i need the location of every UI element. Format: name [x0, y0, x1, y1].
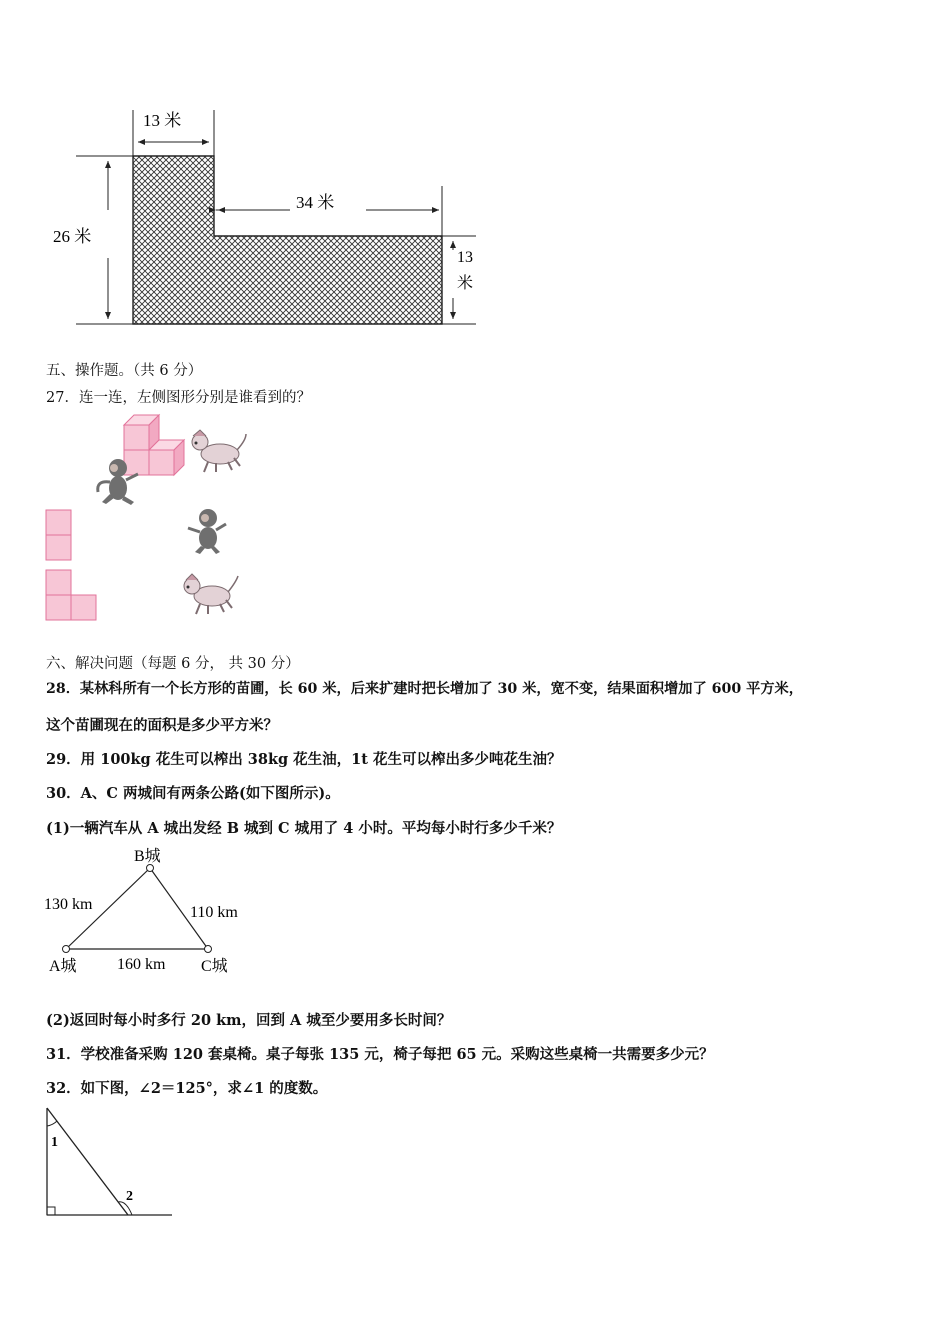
dog-icon-top	[192, 430, 246, 472]
shape-option-vertical[interactable]	[46, 510, 71, 560]
question-28-line2: 这个苗圃现在的面积是多少平方米？	[46, 717, 278, 734]
section5-heading: 五、操作题。（共 6 分）	[46, 363, 203, 379]
cube-stack-3d	[124, 415, 184, 475]
city-c-point	[205, 946, 212, 953]
triangle-route-figure	[40, 842, 270, 982]
right-height-unit: 米	[457, 275, 474, 292]
angle-figure	[40, 1100, 180, 1225]
angle-1-label: 1	[51, 1135, 58, 1150]
top-width-label: 13 米	[143, 111, 182, 130]
l-shape-region	[133, 156, 442, 324]
question-30: 30．A、C 两城间有两条公路(如下图所示)。	[46, 785, 340, 802]
question-31: 31．学校准备采购 120 套桌椅。桌子每张 135 元，椅子每把 65 元。采购这些桌椅一共需要多少元？	[46, 1046, 714, 1063]
q27-figure	[40, 410, 300, 630]
question-30-part1: (1)一辆汽车从 A 城出发经 B 城到 C 城用了 4 小时。平均每小时行多少千米？	[46, 820, 562, 837]
question-28-line1: 28．某林科所有一个长方形的苗圃，长 60 米，后来扩建时把长增加了 30 米，宽不变，结果面积增加了 600 平方米，	[46, 681, 803, 697]
label-city-a: A城	[49, 958, 77, 975]
shape-option-l[interactable]	[46, 570, 96, 620]
l-shape-figure	[40, 100, 500, 340]
label-ac-distance: 160 km	[117, 956, 166, 973]
city-a-point	[63, 946, 70, 953]
left-height-label: 26 米	[53, 227, 92, 246]
angle-2-label: 2	[126, 1189, 133, 1204]
question-29: 29．用 100kg 花生可以榨出 38kg 花生油，1t 花生可以榨出多少吨花生油？	[46, 751, 562, 768]
question-32: 32．如下图，∠2＝125°，求∠1 的度数。	[46, 1080, 328, 1097]
label-city-b: B城	[134, 848, 161, 865]
label-bc-distance: 110 km	[190, 904, 238, 921]
dog-icon-option[interactable]	[184, 574, 238, 614]
right-height-number: 13	[457, 249, 473, 266]
inner-length-label: 34 米	[296, 193, 335, 212]
label-ab-distance: 130 km	[44, 896, 93, 913]
label-city-c: C城	[201, 958, 228, 975]
monkey-icon-option[interactable]	[188, 509, 226, 554]
question-30-part2: (2)返回时每小时多行 20 km，回到 A 城至少要用多长时间？	[46, 1012, 452, 1029]
city-b-point	[147, 865, 154, 872]
question-27: 27．连一连，左侧图形分别是谁看到的？	[46, 390, 311, 406]
section6-heading: 六、解决问题（每题 6 分， 共 30 分）	[46, 656, 300, 672]
